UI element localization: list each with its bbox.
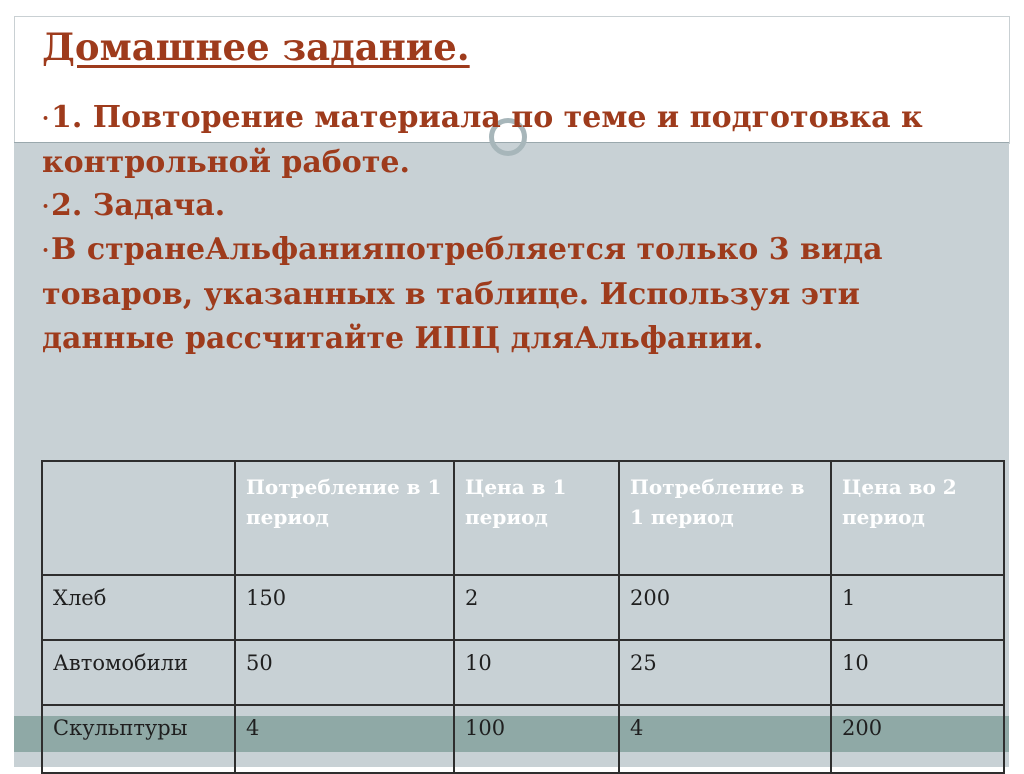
table-cell: 150 xyxy=(235,575,454,640)
task-item-1-text: 1. Повторение материала по теме и подготовка к контрольной работе. xyxy=(42,100,923,180)
table-cell: 2 xyxy=(454,575,619,640)
table-cell: Скульптуры xyxy=(42,705,235,773)
table-header-cell: Потребление в 1 период xyxy=(619,461,831,575)
goods-table xyxy=(41,460,1005,774)
table-cell: 4 xyxy=(235,705,454,773)
table-cell: 10 xyxy=(831,640,1004,705)
table-header-cell: Потребление в 1 период xyxy=(235,461,454,575)
table-row xyxy=(42,640,1004,705)
table-cell: 10 xyxy=(454,640,619,705)
table-cell: Хлеб xyxy=(42,575,235,640)
slide-title: Домашнее задание. xyxy=(42,25,470,69)
table-row xyxy=(42,575,1004,640)
bullet-icon: • xyxy=(42,112,50,125)
task-item-1 xyxy=(42,96,942,185)
table-cell: 25 xyxy=(619,640,831,705)
table-cell: 200 xyxy=(619,575,831,640)
table-cell: 200 xyxy=(831,705,1004,773)
table-cell: 4 xyxy=(619,705,831,773)
table-cell: 1 xyxy=(831,575,1004,640)
table-header-cell: Цена во 2 период xyxy=(831,461,1004,575)
table-header-cell: Цена в 1 период xyxy=(454,461,619,575)
table-header-cell xyxy=(42,461,235,575)
task-item-3-text: В странеАльфанияпотребляется только 3 вида товаров, указанных в таблице. Используя эти данные рассчитайте ИПЦ дляАльфании. xyxy=(42,232,883,356)
table-cell: Автомобили xyxy=(42,640,235,705)
table-header-row xyxy=(42,461,1004,575)
table-row xyxy=(42,705,1004,773)
task-item-3 xyxy=(42,228,942,361)
task-item-2-text: 2. Задача. xyxy=(51,188,226,223)
table-cell: 50 xyxy=(235,640,454,705)
table-cell: 100 xyxy=(454,705,619,773)
bullet-icon: • xyxy=(42,200,50,213)
task-item-2 xyxy=(42,184,942,229)
bullet-icon: • xyxy=(42,244,50,257)
